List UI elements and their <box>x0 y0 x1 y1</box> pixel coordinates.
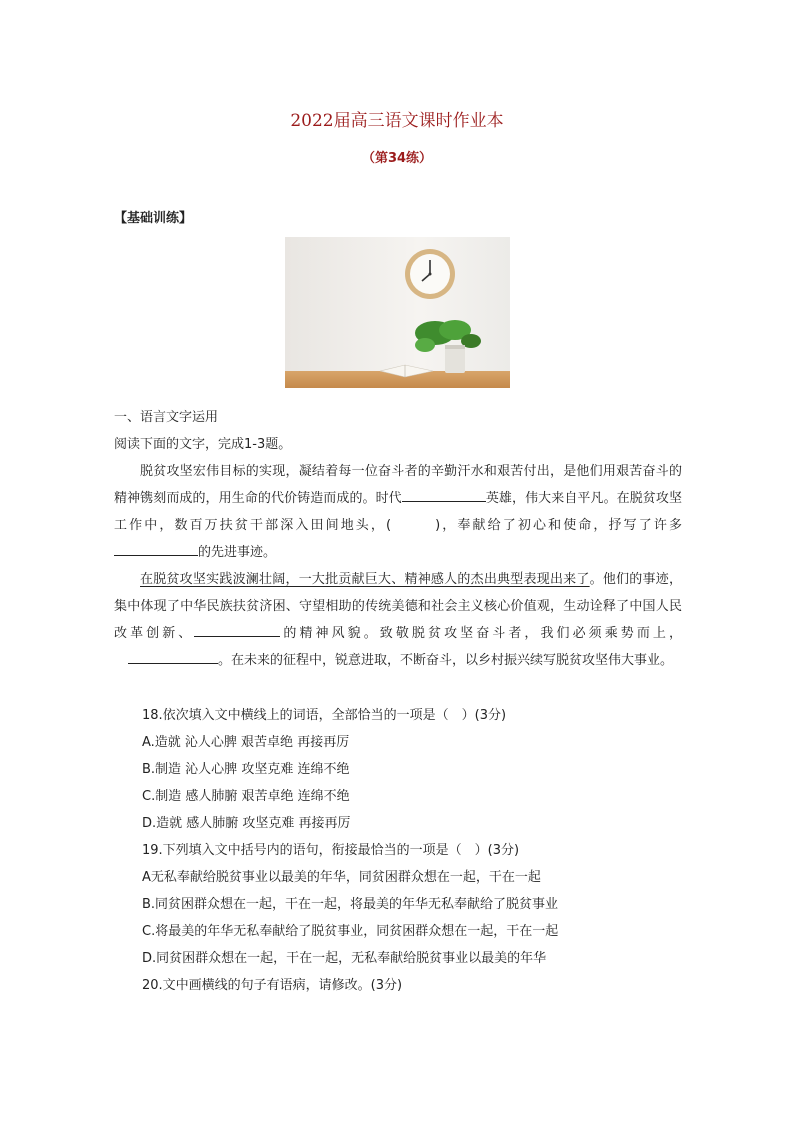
question-20: 20.文中画横线的句子有语病，请修改。(3分) <box>142 978 403 993</box>
question-18: 18.依次填入文中横线上的词语，全部恰当的一项是（ ）(3分) <box>142 708 507 723</box>
passage-text: 的精神风貌。致敬脱贫攻坚奋斗者，我们必须乘势而上， <box>280 626 682 641</box>
passage-text: 的先进事迹。 <box>198 545 277 560</box>
document-title: 2022届高三语文课时作业本 <box>290 111 504 131</box>
fill-blank-3 <box>194 624 280 637</box>
part-title: 一、语言文字运用 <box>114 410 219 425</box>
question-18-option-d: D.造就 感人肺腑 攻坚克难 再接再厉 <box>142 816 351 831</box>
question-18-option-b: B.制造 沁人心脾 攻坚克难 连绵不绝 <box>142 762 350 777</box>
question-18-option-c: C.制造 感人肺腑 艰苦卓绝 连绵不绝 <box>142 789 350 804</box>
fill-blank-1 <box>402 489 486 502</box>
instruction: 阅读下面的文字，完成1-3题。 <box>114 437 292 452</box>
question-19-option-d: D.同贫困群众想在一起，干在一起，无私奉献给脱贫事业以最美的年华 <box>142 951 547 966</box>
underlined-sentence: 在脱贫攻坚实践波澜壮阔，一大批贡献巨大、精神感人的杰出典型表现出来了 <box>140 572 590 587</box>
question-19-option-a: A无私奉献给脱贫事业以最美的年华，同贫困群众想在一起，干在一起 <box>142 870 541 885</box>
question-19-option-b: B.同贫困群众想在一起，干在一起，将最美的年华无私奉献给了脱贫事业 <box>142 897 559 912</box>
paren-blank <box>391 517 435 529</box>
passage-text: 。在未来的征程中，锐意进取，不断奋斗，以乡村振兴续写脱贫攻坚伟大事业。 <box>218 653 674 668</box>
passage-paragraph-1 <box>114 458 682 566</box>
question-18-option-a: A.造就 沁人心脾 艰苦卓绝 再接再厉 <box>142 735 350 750</box>
passage-text: 。他们的事迹，集中体现了中华民族扶贫济困、守望相助的传统美德和社会主义核心价值观，生动诠释了中国人民改革创新、 <box>114 572 682 641</box>
passage <box>114 458 682 674</box>
passage-paragraph-2 <box>114 566 682 674</box>
passage-text: 脱贫攻坚宏伟目标的实现，凝结着每一位奋斗者的辛勤汗水和艰苦付出，是他们用艰苦奋斗的精神镌刻而成的，用生命的代价铸造而成的。时代 <box>114 464 682 506</box>
clock-plant-book-photo <box>285 237 510 388</box>
fill-blank-2 <box>114 543 198 556</box>
question-19: 19.下列填入文中括号内的语句，衔接最恰当的一项是（ ）(3分) <box>142 843 520 858</box>
wall-clock-icon <box>405 249 455 299</box>
question-19-option-c: C.将最美的年华无私奉献给了脱贫事业，同贫困群众想在一起，干在一起 <box>142 924 559 939</box>
document-subtitle: （第34练） <box>361 151 433 166</box>
section-title: 【基础训练】 <box>114 211 193 226</box>
fill-blank-4 <box>128 651 218 664</box>
passage-text: 英雄，伟大来自平凡。在脱贫攻坚工作中，数百万扶贫干部深入田间地头，( <box>114 491 682 533</box>
passage-text: )，奉献给了初心和使命，抒写了许多 <box>435 518 682 533</box>
